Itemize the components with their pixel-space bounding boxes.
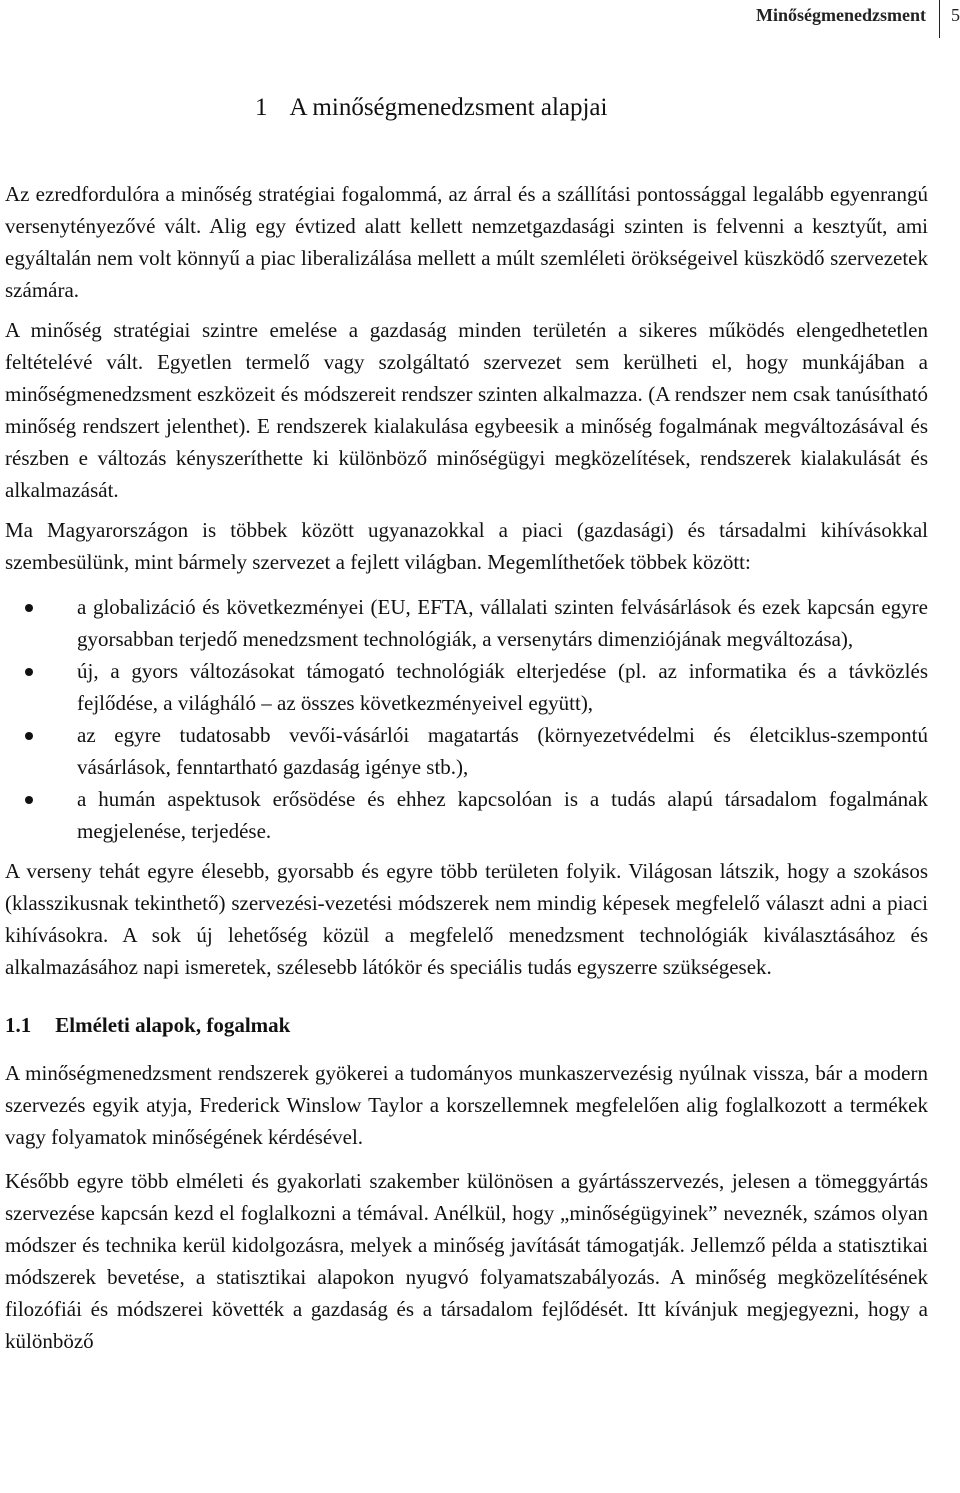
section-heading xyxy=(5,1009,928,1041)
paragraph: Ma Magyarországon is többek között ugyanazokkal a piaci (gazdasági) és társadalmi kihívásokkal szembesülünk, mint bármely szervezet a fejlett világban. Megemlíthetőek többek között: xyxy=(5,518,928,574)
page-number: 5 xyxy=(951,5,960,25)
bullet-icon xyxy=(25,604,33,612)
list-item-text: a humán aspektusok erősödése és ehhez kapcsolóan is a tudás alapú társadalom fogalmának megjelenése, terjedése. xyxy=(77,787,928,843)
bullet-list xyxy=(5,591,928,847)
running-header xyxy=(0,0,960,38)
body-text xyxy=(5,178,928,1357)
section-title: Elméleti alapok, fogalmak xyxy=(55,1013,291,1037)
chapter-heading xyxy=(255,94,607,122)
chapter-number: 1 xyxy=(255,94,268,121)
header-divider xyxy=(939,0,940,38)
running-title: Minőségmenedzsment xyxy=(756,5,926,25)
list-item-text: új, a gyors változásokat támogató technológiák elterjedése (pl. az informatika és a távközlés fejlődése, a világháló – az összes következményeivel együtt), xyxy=(77,659,928,715)
paragraph: Az ezredfordulóra a minőség stratégiai fogalommá, az árral és a szállítási pontossággal legalább egyenrangú versenytényezővé vált. Alig egy évtized alatt kellett nemzetgazdasági szinten is felvenni a kesztyűt, ami egyáltalán nem volt könnyű a piac liberalizálása mellett a múlt szemléleti örökségeivel küszködő szervezetek számára. xyxy=(5,182,928,302)
bullet-icon xyxy=(25,732,33,740)
list-item xyxy=(5,655,928,719)
chapter-title: A minőségmenedzsment alapjai xyxy=(289,94,608,121)
bullet-icon xyxy=(25,668,33,676)
list-item xyxy=(5,783,928,847)
list-item xyxy=(5,719,928,783)
list-item-text: az egyre tudatosabb vevői-vásárlói magatartás (környezetvédelmi és életciklus-szempontú vásárlások, fenntartható gazdaság igénye stb.), xyxy=(77,723,928,779)
paragraph: A verseny tehát egyre élesebb, gyorsabb és egyre több területen folyik. Világosan látszik, hogy a szokásos (klasszikusnak tekinthető) szervezési-vezetési módszerek nem mindig képesek megfelelő választ adni a piaci kihívásokra. A sok új lehetőség közül a megfelelő menedzsment technológiák kiválasztásához és alkalmazásához napi ismeretek, szélesebb látókör és speciális tudás egyszerre szükségesek. xyxy=(5,859,928,979)
paragraph: A minőség stratégiai szintre emelése a gazdaság minden területén a sikeres működés elengedhetetlen feltételévé vált. Egyetlen termelő vagy szolgáltató szervezet sem kerülheti el, hogy munkájában a minőségmenedzsment eszközeit és módszereit rendszer szinten alkalmazza. (A rendszer nem csak tanúsítható minőség rendszert jelenthet). E rendszerek kialakulása egybeesik a minőség fogalmának megváltozásával és részben e változás kényszeríthette ki különböző minőségügyi megközelítések, rendszerek kialakulását és alkalmazását. xyxy=(5,318,928,502)
paragraph: A minőségmenedzsment rendszerek gyökerei a tudományos munkaszervezésig nyúlnak vissza, bár a modern szervezés egyik atyja, Frederick Winslow Taylor a korszellemnek megfelelően alig foglalkozott a termékek vagy folyamatok minőségének kérdésével. xyxy=(5,1061,928,1149)
bullet-icon xyxy=(25,796,33,804)
list-item-text: a globalizáció és következményei (EU, EFTA, vállalati szinten felvásárlások és ezek kapcsán egyre gyorsabban terjedő menedzsment technológiák, a versenytárs dimenziójának megváltozása), xyxy=(77,595,928,651)
paragraph: Később egyre több elméleti és gyakorlati szakember különösen a gyártásszervezés, jelesen a tömeggyártás szervezése kapcsán kezd el foglalkozni a témával. Anélkül, hogy „minőségügyinek” neveznék, számos olyan módszer és technika kerül kidolgozásra, melyek a minőség javítását támogatják. Jellemző példa a statisztikai módszerek bevetése, a statisztikai alapokon nyugvó folyamatszabályozás. A minőség megközelítésének filozófiái és módszerei követték a gazdaság és a társadalom fejlődését. Itt kívánjuk megjegyezni, hogy a különböző xyxy=(5,1169,928,1353)
section-number: 1.1 xyxy=(5,1013,32,1037)
list-item xyxy=(5,591,928,655)
